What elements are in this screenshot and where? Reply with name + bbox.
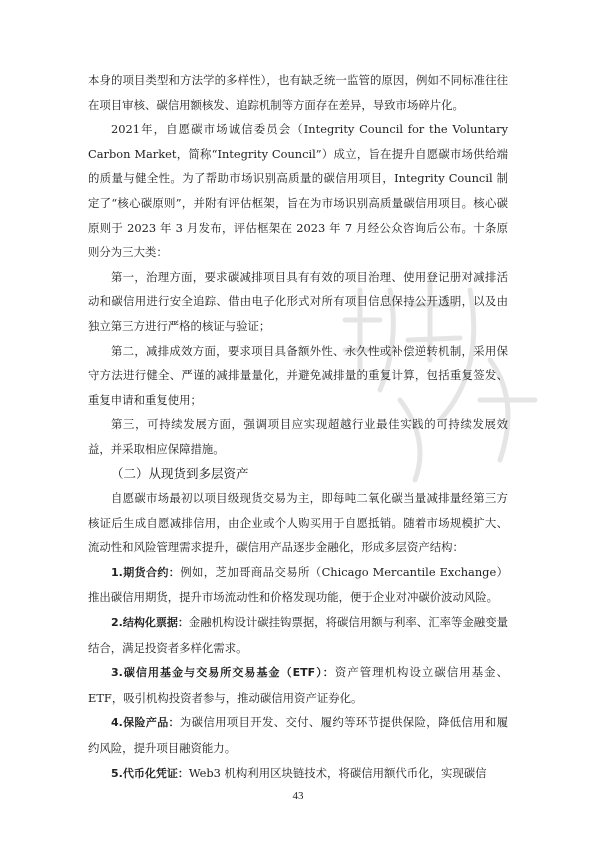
list-item-funds-etf (88, 660, 508, 710)
list-item-tokenized (88, 761, 508, 787)
list-item-text: Web3 机构利用区块链技术，将碳信用额代币化，实现碳信 (188, 765, 487, 780)
page-body (88, 68, 508, 786)
paragraph-governance: 第一，治理方面，要求碳减排项目具有有效的项目治理、使用登记册对减排活动和碳信用进行安全追踪、借由电子化形式对所有项目信息保持公开透明，以及由独立第三方进行严格的核证与验证； (88, 269, 508, 333)
list-item-text: 资产管理机构设立碳信用基金、ETF，吸引机构投资者参与，推动碳信用资产证券化。 (88, 665, 508, 705)
list-item-structured-notes (88, 610, 508, 660)
list-item-text: 例如，芝加哥商品交易所（Chicago Mercantile Exchange）推出碳信用期货，提升市场流动性和价格发现功能，便于企业对冲碳价波动风险。 (88, 564, 508, 605)
list-item-insurance (88, 710, 508, 760)
list-item-label: 3.碳信用基金与交易所交易基金（ETF）： (111, 666, 335, 680)
paragraph-continuation: 本身的项目类型和方法学的多样性），也有缺乏统一监管的原因，例如不同标准往往在项目审核、碳信用额核发、追踪机制等方面存在差异，导致市场碎片化。 (88, 73, 508, 112)
paragraph-integrity-council: 2021年，自愿碳市场诚信委员会（Integrity Council for the Voluntary Carbon Market，简称“Integrity Council”）成立，旨在提升自愿碳市场供给端的质量与健全性。为了帮助市场识别高质量的碳信用项目，Integrity Council 制定了“核心碳原则”，并附有评估框架，旨在为市场识别高质量碳信用项目。核心碳原则于 2023 年 3 月发布，评估框架在 2023 年 7 月经公众咨询后公布。十条原则分为三大类： (88, 122, 508, 260)
list-item-text: 金融机构设计碳挂钩票据，将碳信用额与利率、汇率等金融变量结合，满足投资者多样化需求。 (88, 615, 508, 655)
list-item-label: 2.结构化票据： (111, 616, 189, 630)
paragraph-sustainability: 第三，可持续发展方面，强调项目应实现超越行业最佳实践的可持续发展效益，并采取相应保障措施。 (88, 417, 508, 456)
list-item-label: 4.保险产品： (111, 716, 180, 730)
list-item-futures (88, 560, 508, 610)
page-number: 43 (292, 790, 304, 802)
paragraph-intro: 自愿碳市场最初以项目级现货交易为主，即每吨二氧化碳当量减排量经第三方核证后生成自愿减排信用，由企业或个人购买用于自愿抵销。随着市场规模扩大、流动性和风险管理需求提升，碳信用产品逐步金融化，形成多层资产结构： (88, 491, 508, 555)
list-item-label: 5.代币化凭证： (111, 766, 189, 780)
list-item-label: 1.期货合约： (111, 565, 181, 579)
paragraph-emission-reduction: 第二，减排成效方面，要求项目具备额外性、永久性或补偿逆转机制，采用保守方法进行健全、严谨的减排量量化，并避免减排量的重复计算，包括重复签发、重复申请和重复使用； (88, 343, 508, 407)
list-item-text: 为碳信用项目开发、交付、履约等环节提供保险，降低信用和履约风险，提升项目融资能力。 (88, 715, 508, 756)
section-heading: （二）从现货到多层资产 (111, 465, 249, 481)
